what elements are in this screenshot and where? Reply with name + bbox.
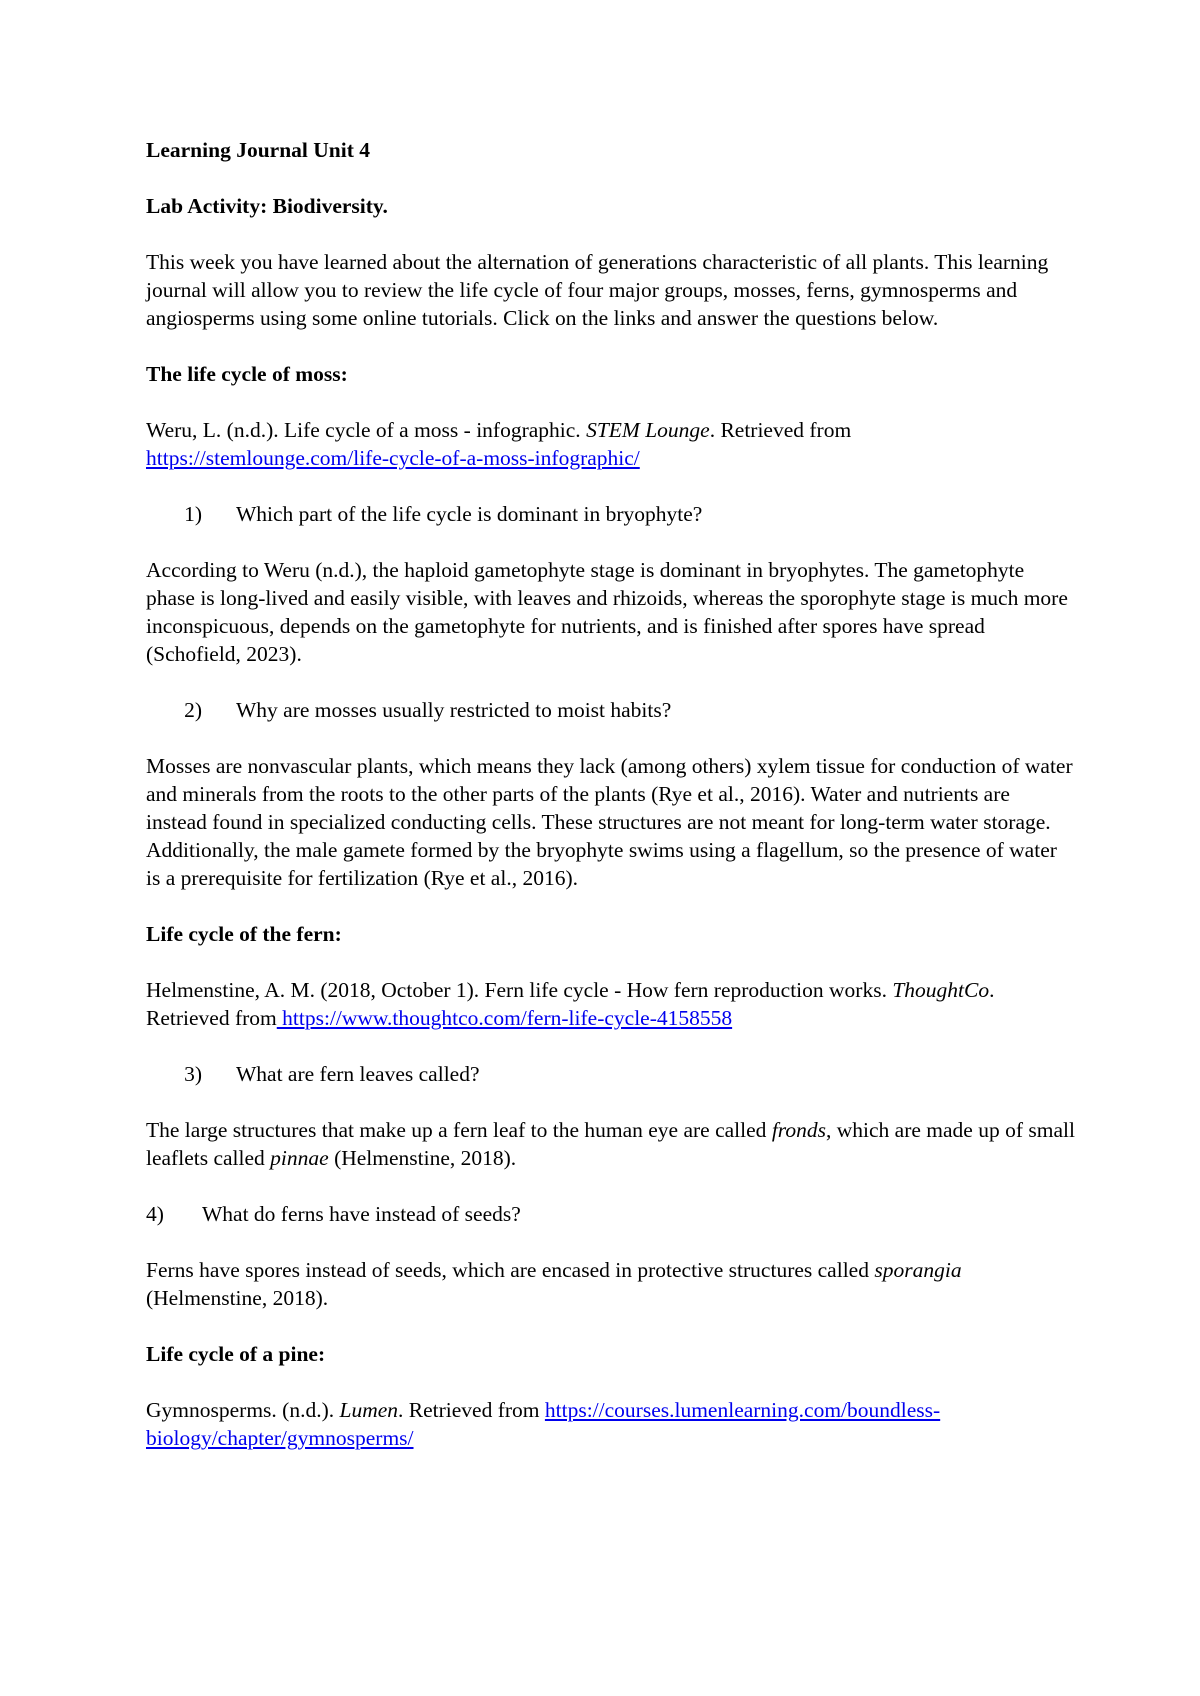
intro-paragraph: This week you have learned about the alternation of generations characteristic of all plants. This learning journal will allow you to review the life cycle of four major groups, mosses, ferns, gymnosperms and angiosperms using some online tutorials. Click on the links and answer the questions below.	[146, 250, 1049, 330]
question-text: What do ferns have instead of seeds?	[202, 1202, 521, 1226]
pine-ref-source: Lumen	[339, 1398, 399, 1422]
fern-reference-link[interactable]: https://www.thoughtco.com/fern-life-cycle-4158558	[276, 1006, 733, 1030]
question-number: 1)	[184, 502, 202, 526]
document-body	[146, 136, 1076, 1452]
pine-reference-link[interactable]: https://courses.lumenlearning.com/boundless-biology/chapter/gymnosperms/	[146, 1398, 941, 1450]
question-3	[146, 1060, 1076, 1088]
fern-ref-source: ThoughtCo	[892, 978, 990, 1002]
question-text: Which part of the life cycle is dominant in bryophyte?	[236, 502, 703, 526]
question-number: 4)	[146, 1202, 164, 1226]
moss-heading: The life cycle of moss:	[146, 362, 348, 386]
moss-reference-link[interactable]: https://stemlounge.com/life-cycle-of-a-moss-infographic/	[146, 446, 640, 470]
moss-ref-retrieved: . Retrieved from	[709, 418, 852, 442]
answer-term-pinnae: pinnae	[270, 1146, 329, 1170]
question-2	[146, 696, 1076, 724]
answer-term-fronds: fronds	[771, 1118, 826, 1142]
fern-reference	[146, 976, 1076, 1032]
question-number: 2)	[184, 698, 202, 722]
question-text: What are fern leaves called?	[236, 1062, 480, 1086]
document-subtitle: Lab Activity: Biodiversity.	[146, 194, 388, 218]
question-1	[146, 500, 1076, 528]
answer-text: , which are made up of small leaflets called	[146, 1118, 1075, 1170]
answer-1: According to Weru (n.d.), the haploid gametophyte stage is dominant in bryophytes. The gametophyte phase is long-lived and easily visible, with leaves and rhizoids, whereas the sporophyte stage is much more inconspicuous, depends on the gametophyte for nutrients, and is finished after spores have spread (Schofield, 2023).	[146, 558, 1068, 666]
answer-3	[146, 1116, 1076, 1172]
fern-ref-retrieved: . Retrieved from	[146, 978, 995, 1030]
answer-text: (Helmenstine, 2018).	[328, 1146, 517, 1170]
moss-reference	[146, 416, 1076, 472]
pine-reference	[146, 1396, 1076, 1452]
answer-4	[146, 1256, 1076, 1312]
pine-ref-text: Gymnosperms. (n.d.).	[146, 1398, 340, 1422]
answer-term-sporangia: sporangia	[874, 1258, 962, 1282]
pine-heading: Life cycle of a pine:	[146, 1342, 326, 1366]
document-title: Learning Journal Unit 4	[146, 138, 370, 162]
moss-ref-text: Weru, L. (n.d.). Life cycle of a moss - infographic.	[146, 418, 587, 442]
question-4	[146, 1200, 1076, 1228]
moss-ref-source: STEM Lounge	[586, 418, 710, 442]
fern-ref-text: Helmenstine, A. M. (2018, October 1). Fern life cycle - How fern reproduction works.	[146, 978, 893, 1002]
answer-text: Ferns have spores instead of seeds, which are encased in protective structures called	[146, 1258, 875, 1282]
answer-2: Mosses are nonvascular plants, which means they lack (among others) xylem tissue for conduction of water and minerals from the roots to the other parts of the plants (Rye et al., 2016). Water and nutrients are instead found in specialized conducting cells. These structures are not meant for long-term water storage. Additionally, the male gamete formed by the bryophyte swims using a flagellum, so the presence of water is a prerequisite for fertilization (Rye et al., 2016).	[146, 754, 1073, 890]
answer-text: The large structures that make up a fern leaf to the human eye are called	[146, 1118, 772, 1142]
question-number: 3)	[184, 1062, 202, 1086]
pine-ref-retrieved: . Retrieved from	[398, 1398, 545, 1422]
answer-text: (Helmenstine, 2018).	[146, 1286, 329, 1310]
question-text: Why are mosses usually restricted to moist habits?	[236, 698, 672, 722]
fern-heading: Life cycle of the fern:	[146, 922, 342, 946]
